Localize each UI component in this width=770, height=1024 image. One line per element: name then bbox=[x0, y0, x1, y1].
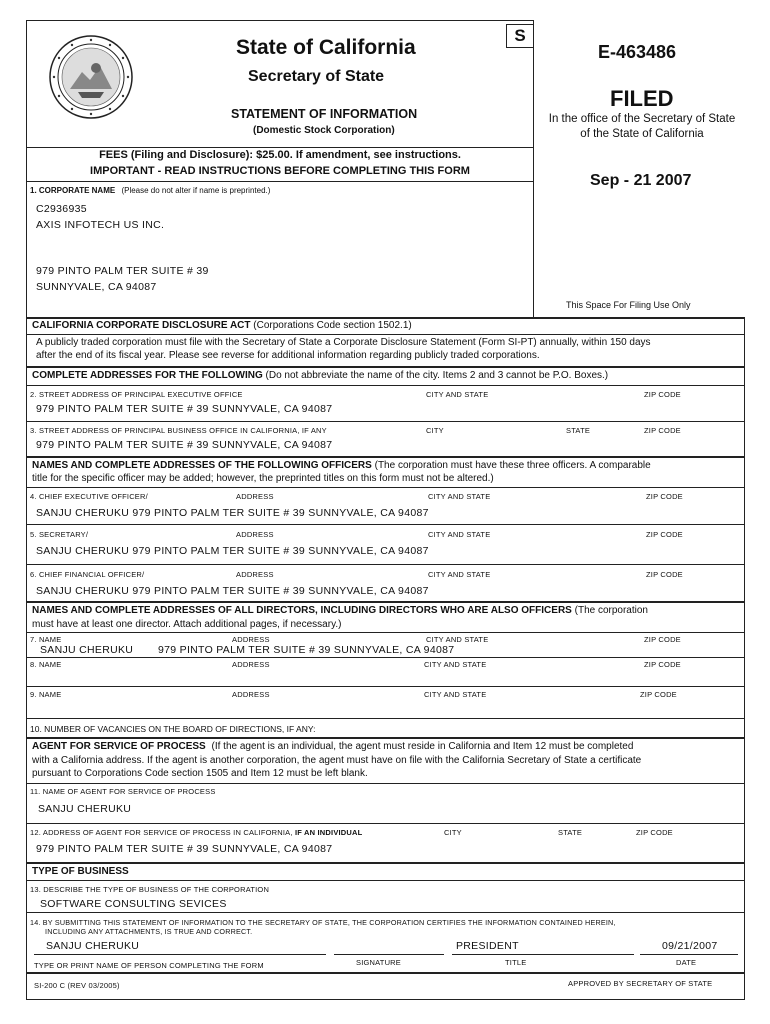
item5-city-label: CITY AND STATE bbox=[428, 530, 491, 539]
item12-divider bbox=[26, 823, 745, 824]
item4-label: 4. CHIEF EXECUTIVE OFFICER/ bbox=[30, 492, 148, 501]
item4-address-label: ADDRESS bbox=[236, 492, 274, 501]
disclosure-heading bbox=[32, 320, 412, 331]
corporate-name-label-text: 1. CORPORATE NAME bbox=[30, 186, 116, 195]
corporate-number: C2936935 bbox=[36, 203, 87, 215]
item11-label: 11. NAME OF AGENT FOR SERVICE OF PROCESS bbox=[30, 787, 216, 796]
signer-name-line bbox=[34, 954, 326, 955]
corporate-address-2: SUNNYVALE, CA 94087 bbox=[36, 281, 157, 293]
item8-city-label: CITY AND STATE bbox=[424, 660, 487, 669]
agent-top bbox=[26, 737, 745, 739]
fees-line: FEES (Filing and Disclosure): $25.00. If amendment, see instructions. bbox=[99, 149, 461, 161]
corporate-name-value: AXIS INFOTECH US INC. bbox=[36, 219, 165, 231]
item9-address-label: ADDRESS bbox=[232, 690, 270, 699]
filed-date: Sep - 21 2007 bbox=[590, 172, 692, 189]
item7-label: 7. NAME bbox=[30, 635, 62, 644]
addresses-heading-note: (Do not abbreviate the name of the city. Items 2 and 3 cannot be P.O. Boxes.) bbox=[265, 370, 609, 381]
business-divider bbox=[26, 880, 745, 881]
item12-state-label: STATE bbox=[558, 828, 583, 837]
item6-zip-label: ZIP CODE bbox=[646, 570, 683, 579]
item12-label-bold: IF AN INDIVIDUAL bbox=[294, 828, 363, 837]
item10-divider bbox=[26, 718, 745, 719]
filed-stamp: FILED bbox=[610, 86, 674, 111]
item6-label: 6. CHIEF FINANCIAL OFFICER/ bbox=[30, 570, 145, 579]
item12-value: 979 PINTO PALM TER SUITE # 39 SUNNYVALE, CA 94087 bbox=[36, 843, 333, 855]
item13-label: 13. DESCRIBE THE TYPE OF BUSINESS OF THE CORPORATION bbox=[30, 885, 270, 894]
item12-city-label: CITY bbox=[444, 828, 462, 837]
item5-zip-label: ZIP CODE bbox=[646, 530, 683, 539]
item5-divider bbox=[26, 524, 745, 525]
item4-zip-label: ZIP CODE bbox=[646, 492, 683, 501]
item5-label: 5. SECRETARY/ bbox=[30, 530, 89, 539]
item2-label: 2. STREET ADDRESS OF PRINCIPAL EXECUTIVE OFFICE bbox=[30, 390, 243, 399]
form-subtitle: (Domestic Stock Corporation) bbox=[253, 125, 395, 136]
item6-city-label: CITY AND STATE bbox=[428, 570, 491, 579]
agent-heading-text: AGENT FOR SERVICE OF PROCESS bbox=[32, 741, 206, 752]
item7-city-label: CITY AND STATE bbox=[426, 635, 489, 644]
directors-divider bbox=[26, 632, 745, 633]
disclosure-divider bbox=[26, 334, 745, 335]
signer-name-caption: TYPE OR PRINT NAME OF PERSON COMPLETING THE FORM bbox=[34, 961, 264, 970]
item2-city-label: CITY AND STATE bbox=[426, 390, 489, 399]
agent-heading bbox=[32, 741, 633, 752]
business-top bbox=[26, 862, 745, 864]
item5-value: SANJU CHERUKU 979 PINTO PALM TER SUITE # 39 SUNNYVALE, CA 94087 bbox=[36, 545, 429, 557]
top-border bbox=[26, 20, 534, 21]
signer-title-value: PRESIDENT bbox=[456, 940, 519, 952]
date-line bbox=[640, 954, 738, 955]
disclosure-heading-text: CALIFORNIA CORPORATE DISCLOSURE ACT bbox=[32, 320, 251, 331]
signature-line bbox=[334, 954, 444, 955]
item14-line-2: INCLUDING ANY ATTACHMENTS, IS TRUE AND CORRECT. bbox=[45, 927, 253, 936]
form-id: SI-200 C (REV 03/2005) bbox=[34, 981, 120, 990]
item9-label: 9. NAME bbox=[30, 690, 62, 699]
title-caption: TITLE bbox=[505, 958, 527, 967]
item12-label-text: 12. ADDRESS OF AGENT FOR SERVICE OF PROCESS IN CALIFORNIA, bbox=[30, 828, 293, 837]
filed-note-1: In the office of the Secretary of State bbox=[548, 113, 736, 125]
file-number: E-463486 bbox=[598, 42, 677, 62]
item3-state-label: STATE bbox=[566, 426, 591, 435]
item3-label: 3. STREET ADDRESS OF PRINCIPAL BUSINESS OFFICE IN CALIFORNIA, IF ANY bbox=[30, 426, 327, 435]
item7-zip-label: ZIP CODE bbox=[644, 635, 681, 644]
item3-value: 979 PINTO PALM TER SUITE # 39 SUNNYVALE, CA 94087 bbox=[36, 439, 333, 451]
agent-heading-note: (If the agent is an individual, the agent must reside in California and Item 12 must be completed bbox=[211, 741, 634, 752]
directors-heading-note: (The corporation bbox=[574, 605, 648, 616]
approved-note: APPROVED BY SECRETARY OF STATE bbox=[568, 979, 713, 988]
directors-heading bbox=[32, 605, 648, 616]
item6-address-label: ADDRESS bbox=[236, 570, 274, 579]
officers-heading-text: NAMES AND COMPLETE ADDRESSES OF THE FOLLOWING OFFICERS bbox=[32, 460, 372, 471]
item5-address-label: ADDRESS bbox=[236, 530, 274, 539]
officers-top bbox=[26, 456, 745, 458]
item2-zip-label: ZIP CODE bbox=[644, 390, 681, 399]
header-subtitle: Secretary of State bbox=[248, 68, 385, 85]
item14-line-1: 14. BY SUBMITTING THIS STATEMENT OF INFORMATION TO THE SECRETARY OF STATE, THE CORPORATION CERTIFIES THE INFORMATION CONTAINED HEREIN, bbox=[30, 918, 616, 927]
item6-value: SANJU CHERUKU 979 PINTO PALM TER SUITE # 39 SUNNYVALE, CA 94087 bbox=[36, 585, 429, 597]
corporate-name-label bbox=[30, 186, 270, 195]
item2-value: 979 PINTO PALM TER SUITE # 39 SUNNYVALE, CA 94087 bbox=[36, 403, 333, 415]
item7-name-value: SANJU CHERUKU bbox=[40, 644, 134, 656]
agent-line-3: pursuant to Corporations Code section 1505 and Item 12 must be left blank. bbox=[32, 768, 368, 779]
footer-top bbox=[26, 972, 745, 974]
item9-divider bbox=[26, 686, 745, 687]
addresses-heading-text: COMPLETE ADDRESSES FOR THE FOLLOWING bbox=[32, 370, 263, 381]
officers-divider bbox=[26, 487, 745, 488]
officers-heading bbox=[32, 460, 651, 471]
officers-heading-note: (The corporation must have these three officers. A comparable bbox=[374, 460, 651, 471]
date-caption: DATE bbox=[676, 958, 697, 967]
title-line bbox=[452, 954, 634, 955]
agent-line-2: with a California address. If the agent is another corporation, the agent must have on file with the California Secretary of State a certificate bbox=[32, 755, 642, 766]
addresses-divider bbox=[26, 385, 745, 386]
important-line: IMPORTANT - READ INSTRUCTIONS BEFORE COMPLETING THIS FORM bbox=[90, 165, 470, 177]
item9-city-label: CITY AND STATE bbox=[424, 690, 487, 699]
corporate-address-1: 979 PINTO PALM TER SUITE # 39 bbox=[36, 265, 209, 277]
item12-label bbox=[30, 828, 362, 837]
item3-zip-label: ZIP CODE bbox=[644, 426, 681, 435]
item8-label: 8. NAME bbox=[30, 660, 62, 669]
agent-divider bbox=[26, 783, 745, 784]
header-divider bbox=[26, 147, 534, 148]
certification-top bbox=[26, 912, 745, 913]
item7-address-label: ADDRESS bbox=[232, 635, 270, 644]
item8-zip-label: ZIP CODE bbox=[644, 660, 681, 669]
fees-divider bbox=[26, 181, 534, 182]
item7-address-value: 979 PINTO PALM TER SUITE # 39 SUNNYVALE, CA 94087 bbox=[158, 644, 455, 656]
item9-zip-label: ZIP CODE bbox=[640, 690, 677, 699]
disclosure-text-2: after the end of its fiscal year. Please see reverse for additional information regarding publicly traded corporations. bbox=[36, 350, 540, 361]
officers-heading-line2: title for the specific officer may be added; however, the preprinted titles on this form must not be altered.) bbox=[32, 473, 494, 484]
item8-address-label: ADDRESS bbox=[232, 660, 270, 669]
form-title: STATEMENT OF INFORMATION bbox=[231, 107, 418, 121]
signature-caption: SIGNATURE bbox=[356, 958, 401, 967]
addresses-top bbox=[26, 366, 745, 368]
bottom-border bbox=[26, 999, 745, 1000]
item4-value: SANJU CHERUKU 979 PINTO PALM TER SUITE # 39 SUNNYVALE, CA 94087 bbox=[36, 507, 429, 519]
item3-divider bbox=[26, 421, 745, 422]
item3-city-label: CITY bbox=[426, 426, 444, 435]
signer-name-value: SANJU CHERUKU bbox=[46, 940, 140, 952]
filing-use-note: This Space For Filing Use Only bbox=[566, 300, 691, 310]
item12-zip-label: ZIP CODE bbox=[636, 828, 673, 837]
directors-top bbox=[26, 601, 745, 603]
addresses-heading bbox=[32, 370, 608, 381]
header-title: State of California bbox=[236, 36, 416, 59]
disclosure-heading-note: (Corporations Code section 1502.1) bbox=[253, 320, 412, 331]
item4-city-label: CITY AND STATE bbox=[428, 492, 491, 501]
directors-heading-line2: must have at least one director. Attach additional pages, if necessary.) bbox=[32, 619, 342, 630]
vacancies-label: 10. NUMBER OF VACANCIES ON THE BOARD OF DIRECTIONS, IF ANY: bbox=[30, 724, 316, 734]
directors-heading-text: NAMES AND COMPLETE ADDRESSES OF ALL DIRECTORS, INCLUDING DIRECTORS WHO ARE ALSO OFFICERS bbox=[32, 605, 572, 616]
signer-date-value: 09/21/2007 bbox=[662, 940, 718, 952]
state-seal bbox=[48, 34, 134, 120]
disclosure-text-1: A publicly traded corporation must file with the Secretary of State a Corporate Disclosure Statement (Form SI-PT) annually, within 150 days bbox=[36, 337, 651, 348]
item13-value: SOFTWARE CONSULTING SEVICES bbox=[40, 898, 227, 910]
item8-divider bbox=[26, 657, 745, 658]
corporate-name-label-note: (Please do not alter if name is preprinted.) bbox=[121, 186, 271, 195]
item11-value: SANJU CHERUKU bbox=[38, 803, 132, 815]
s-box: S bbox=[506, 24, 534, 48]
item6-divider bbox=[26, 564, 745, 565]
business-heading: TYPE OF BUSINESS bbox=[32, 866, 129, 877]
disclosure-top bbox=[26, 317, 745, 319]
filed-note-2: of the State of California bbox=[580, 128, 704, 140]
